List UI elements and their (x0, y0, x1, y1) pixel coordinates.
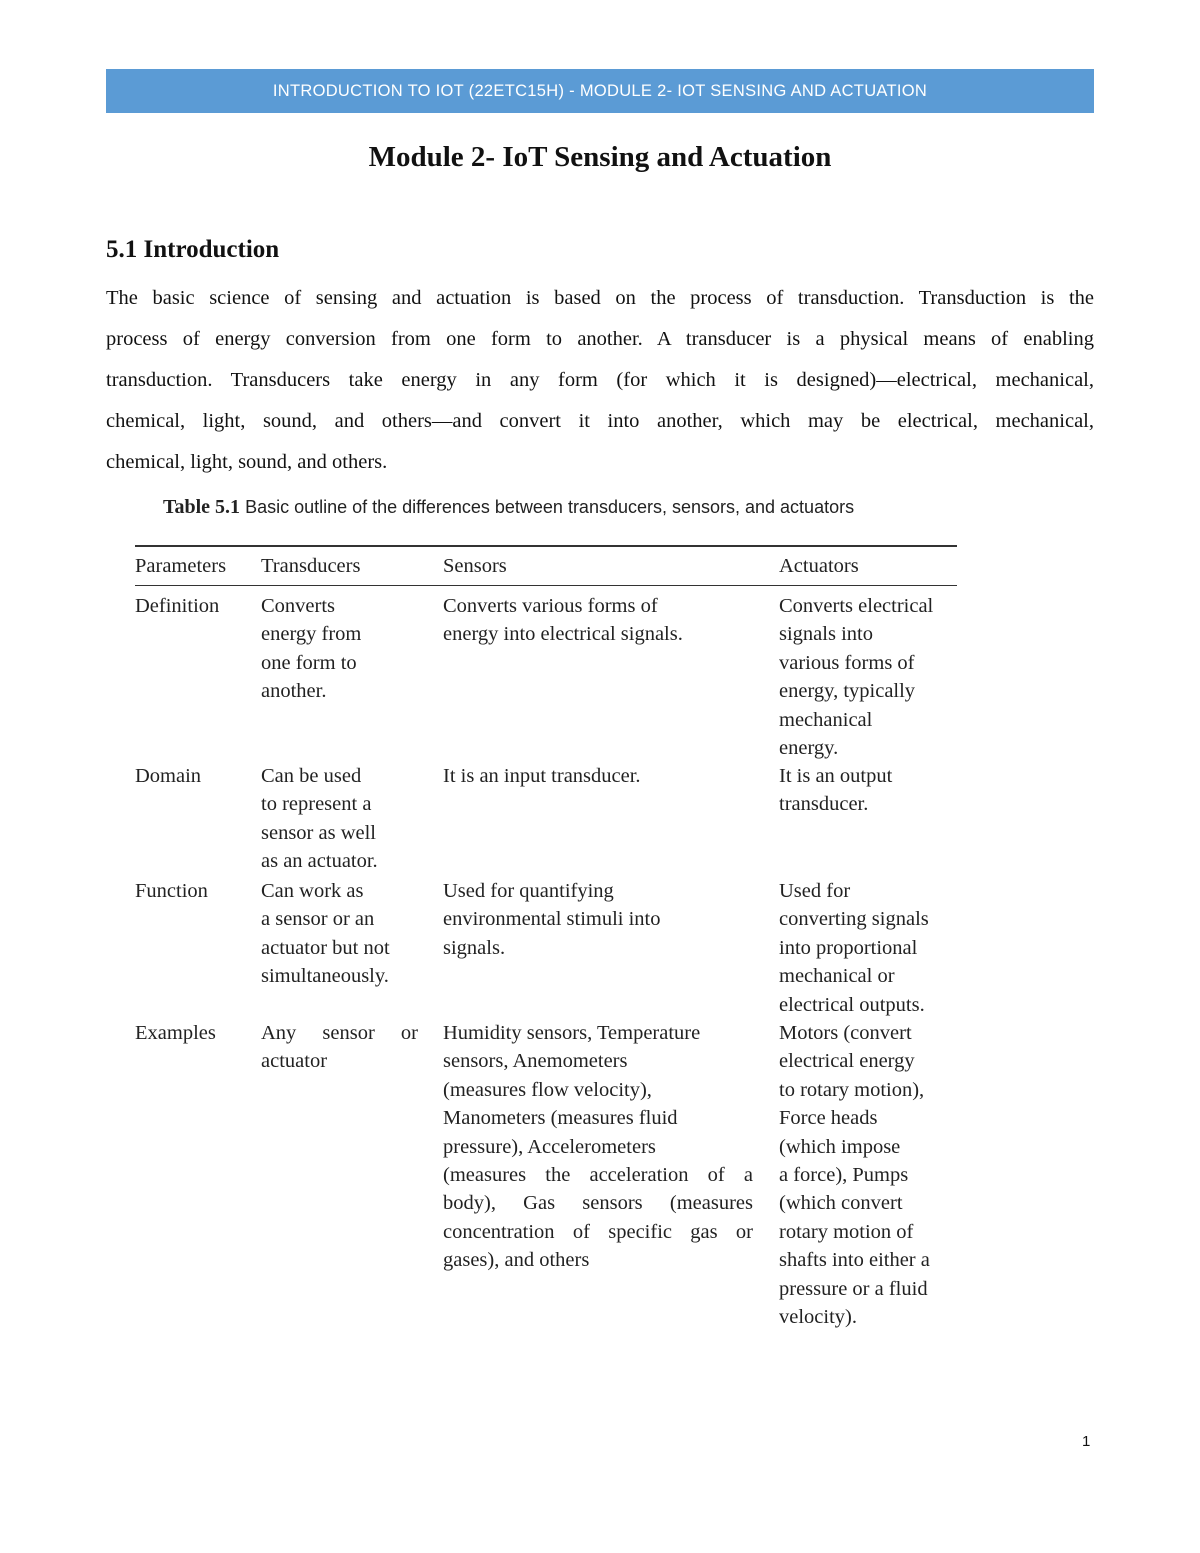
cell-line: transducer. (779, 793, 869, 816)
cell-line: energy from (261, 623, 362, 646)
table-cell (135, 1019, 255, 1047)
table-cell (779, 592, 957, 762)
cell-line: Manometers (measures fluid (443, 1107, 678, 1130)
section-heading: 5.1 Introduction (106, 236, 280, 263)
cell-line: Sensors (443, 555, 507, 577)
cell-line: pressure or a fluid (779, 1277, 928, 1300)
caption-text: Basic outline of the differences between transducers, sensors, and actuators (240, 497, 855, 517)
table-cell (261, 877, 418, 991)
cell-line: Domain (135, 765, 202, 787)
table-header-cell (261, 552, 418, 580)
cell-line: signals. (443, 936, 506, 959)
cell-line: Used for (779, 880, 851, 902)
paragraph-line: transduction. Transducers take energy in any form (for which it is designed)—electrical, mechanical, (106, 369, 1094, 391)
cell-line: pressure), Accelerometers (443, 1135, 656, 1158)
cell-line: sensors, Anemometers (443, 1050, 628, 1073)
running-header (106, 69, 1094, 113)
cell-line: another. (261, 680, 327, 703)
table-header-cell (779, 552, 957, 580)
cell-line: a sensor or an (261, 908, 375, 931)
cell-line: Actuators (779, 555, 859, 577)
table-top-rule (135, 545, 957, 547)
cell-line: into proportional (779, 936, 918, 959)
cell-line: to rotary motion), (779, 1078, 925, 1101)
cell-line: mechanical or (779, 965, 895, 988)
cell-line: Converts electrical (779, 595, 934, 617)
cell-line: as an actuator. (261, 850, 378, 873)
cell-line: Converts (261, 595, 336, 617)
cell-line: a force), Pumps (779, 1163, 909, 1186)
table-cell (443, 592, 753, 649)
table-cell (779, 1019, 957, 1331)
cell-line: various forms of (779, 651, 915, 674)
cell-line: Transducers (261, 555, 361, 577)
table-cell (261, 1019, 418, 1076)
header-text: INTRODUCTION TO IOT (22ETC15H) - MODULE 2- IOT SENSING AND ACTUATION (272, 81, 928, 100)
cell-line: Motors (convert (779, 1022, 912, 1044)
cell-line: concentration of specific gas or (443, 1220, 753, 1243)
cell-line: sensor as well (261, 821, 377, 844)
cell-line: energy. (779, 736, 839, 759)
page-title: Module 2- IoT Sensing and Actuation (368, 141, 832, 173)
cell-line: Parameters (135, 555, 227, 577)
table-header-cell (443, 552, 753, 580)
cell-line: (which convert (779, 1192, 903, 1215)
table-cell (779, 762, 957, 819)
cell-line: shafts into either a (779, 1249, 930, 1272)
cell-line: gases), and others (443, 1249, 590, 1272)
table-header-rule (135, 585, 957, 586)
cell-line: environmental stimuli into (443, 908, 661, 931)
cell-line: (which impose (779, 1135, 901, 1158)
cell-line: actuator (261, 1050, 328, 1073)
cell-line: Force heads (779, 1107, 878, 1130)
page-number: 1 (1082, 1433, 1091, 1450)
paragraph-line: process of energy conversion from one form to another. A transducer is a physical means of enabling (106, 328, 1094, 350)
cell-line: electrical energy (779, 1050, 915, 1073)
table-cell (779, 877, 957, 1019)
cell-line: Examples (135, 1022, 216, 1044)
cell-line: Function (135, 880, 208, 902)
paragraph-line: The basic science of sensing and actuation is based on the process of transduction. Transduction is the (106, 287, 1094, 309)
cell-line: Converts various forms of (443, 595, 658, 617)
cell-line: Can work as (261, 880, 364, 902)
cell-line: one form to (261, 651, 357, 674)
intro-paragraph (106, 281, 1094, 486)
table-cell (135, 877, 255, 905)
cell-line: energy, typically (779, 680, 916, 703)
paragraph-line: chemical, light, sound, and others—and convert it into another, which may be electrical, mechanical, (106, 410, 1094, 432)
cell-line: It is an input transducer. (443, 765, 641, 787)
cell-line: Used for quantifying (443, 880, 614, 902)
cell-line: electrical outputs. (779, 993, 925, 1016)
table-cell (261, 762, 418, 876)
cell-line: Can be used (261, 765, 362, 787)
cell-line: (measures the acceleration of a (443, 1163, 753, 1186)
caption-label: Table 5.1 (163, 496, 241, 518)
cell-line: It is an output (779, 765, 893, 787)
table-cell (135, 592, 255, 620)
table-caption (163, 496, 854, 519)
table-cell (135, 762, 255, 790)
cell-line: Definition (135, 595, 220, 617)
paragraph-line: chemical, light, sound, and others. (106, 451, 388, 473)
cell-line: velocity). (779, 1305, 857, 1328)
cell-line: (measures flow velocity), (443, 1078, 652, 1101)
cell-line: Any sensor or (261, 1022, 418, 1044)
cell-line: simultaneously. (261, 965, 389, 988)
cell-line: signals into (779, 623, 873, 646)
cell-line: actuator but not (261, 936, 390, 959)
table-header-cell (135, 552, 255, 580)
cell-line: body), Gas sensors (measures (443, 1192, 753, 1215)
table-cell (261, 592, 418, 706)
cell-line: mechanical (779, 708, 873, 731)
table-cell (443, 1019, 753, 1275)
cell-line: energy into electrical signals. (443, 623, 683, 646)
cell-line: converting signals (779, 908, 929, 931)
cell-line: rotary motion of (779, 1220, 914, 1243)
cell-line: to represent a (261, 793, 372, 816)
table-cell (443, 877, 753, 962)
cell-line: Humidity sensors, Temperature (443, 1022, 701, 1044)
table-cell (443, 762, 753, 790)
